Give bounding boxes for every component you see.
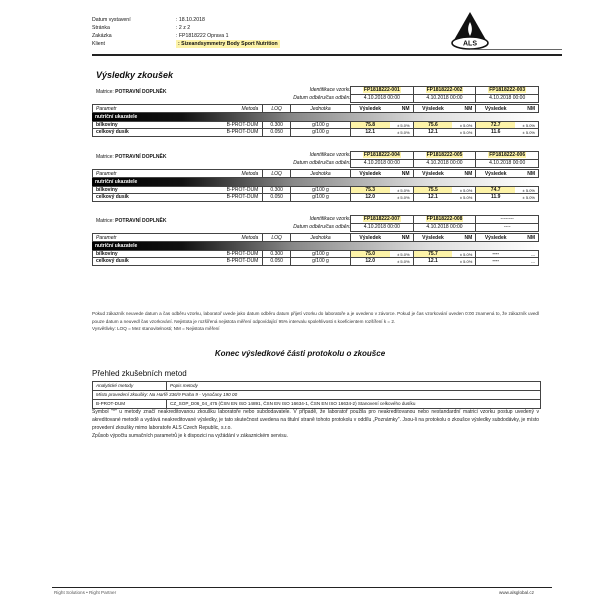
- uncertainty-value: ± 5.0%: [459, 259, 473, 264]
- sample-date-cell: 4.10.2018 00:00: [414, 159, 477, 168]
- results-note: [92, 310, 539, 333]
- als-flame-triangle-icon: [440, 10, 500, 52]
- results-table: [92, 86, 539, 146]
- sample-id-label: Identifikace vzorku: [309, 152, 351, 158]
- meta-row: Klient : Sizeandsymmetry Body Sport Nutrition: [92, 41, 278, 47]
- methods-table: [92, 381, 541, 409]
- sample-date-row: [350, 159, 539, 168]
- methods-place-row: Místo provedení zkoušky: Na Harfě 336/9 Praha 9 - Vysočany 190 00: [93, 390, 540, 399]
- sample-id-cell: --------: [476, 215, 539, 224]
- uncertainty-value: ---: [530, 259, 535, 264]
- matrix-label: Matrice: POTRAVNÍ DOPLNĚK: [96, 89, 167, 95]
- result-value: 12.1: [350, 129, 390, 136]
- uncertainty-value: ± 5.0%: [522, 130, 535, 135]
- methods-header-row: Analytické metody Popis metody: [93, 382, 540, 390]
- table-header-row: Parametr Metoda LOQ Jednotka Výsledek NM Výsledek NM Výsledek NM: [92, 233, 539, 242]
- sample-id-cell: FP1818222-003: [476, 86, 539, 95]
- sample-date-cell: 4.10.2018 00:00: [414, 94, 477, 103]
- matrix-label: Matrice: POTRAVNÍ DOPLNĚK: [96, 218, 167, 224]
- sample-date-label: Datum odběru/čas odběru: [293, 160, 351, 166]
- uncertainty-value: ± 5.0%: [522, 123, 535, 128]
- table-row: celkový dusík B-PROT-DUM 0.050 g/100 g 12.1 ± 5.0% 12.1 ± 5.0% 11.6 ± 5.0%: [92, 129, 539, 137]
- result-value: 75.5: [413, 187, 453, 193]
- result-value: 12.0: [350, 194, 390, 201]
- category-band: nutriční ukazatele: [92, 242, 539, 250]
- uncertainty-value: ---: [530, 252, 535, 257]
- sample-id-cell: FP1818222-005: [414, 151, 477, 160]
- result-value: 75.3: [350, 187, 390, 193]
- sample-id-cell: FP1818222-002: [414, 86, 477, 95]
- sample-date-row: [350, 94, 539, 103]
- sample-id-cell: FP1818222-001: [350, 86, 414, 95]
- methods-notes: [92, 408, 539, 440]
- header-rule-thin: [470, 49, 562, 50]
- sample-date-cell: ----: [476, 223, 539, 232]
- result-value: 11.9: [475, 194, 515, 201]
- result-value: 12.1: [413, 258, 453, 265]
- table-row: bílkoviny B-PROT-DUM 0.300 g/100 g 75.8 ± 5.0% 75.6 ± 5.0% 72.7 ± 5.0%: [92, 121, 539, 129]
- footer-slogan: Right Solutions • Right Partner: [54, 590, 117, 595]
- note-paragraph: Pokud zákazník neuvede datum a čas odběru vzorku, laboratoř uvede jako datum odběru datum přijetí vzorku do laboratoře a je uvedeno v závorce. Pokud je čas vzorkování uveden 0:00 znamená to, že zákazník uvedl pouze datum a neuvedl čas vzorkování. Nejistota je rozšířená nejistota měření odpovídající 95% intervalu spolehlivosti s koeficientem rozšíření k = 2.: [92, 311, 539, 324]
- uncertainty-value: ± 5.0%: [522, 188, 535, 193]
- result-value: 75.8: [350, 122, 390, 128]
- uncertainty-value: ± 5.0%: [459, 188, 473, 193]
- result-value: 12.0: [350, 258, 390, 265]
- calc-note: Způsob výpočtu sumačních parametrů je k dispozici na vyžádání v zákaznickém servisu.: [92, 433, 288, 439]
- meta-row: Stránka : 2 z 2: [92, 25, 191, 31]
- uncertainty-value: ± 5.0%: [397, 130, 410, 135]
- sample-date-cell: 4.10.2018 00:00: [414, 223, 477, 232]
- uncertainty-value: ± 5.0%: [459, 195, 473, 200]
- result-value: 12.1: [413, 194, 453, 201]
- client-name: : Sizeandsymmetry Body Sport Nutrition: [178, 41, 278, 47]
- table-row: celkový dusík B-PROT-DUM 0.050 g/100 g 12.0 ± 5.0% 12.1 ± 5.0% 11.9 ± 5.0%: [92, 194, 539, 202]
- sample-id-cell: FP1818222-008: [414, 215, 477, 224]
- table-header-row: Parametr Metoda LOQ Jednotka Výsledek NM Výsledek NM Výsledek NM: [92, 169, 539, 178]
- footer-website-link[interactable]: www.alsglobal.cz: [499, 590, 534, 595]
- uncertainty-value: ± 5.0%: [397, 195, 410, 200]
- sample-date-cell: 4.10.2018 00:00: [350, 223, 414, 232]
- category-band: nutriční ukazatele: [92, 178, 539, 186]
- sample-date-cell: 4.10.2018 00:00: [476, 94, 539, 103]
- uncertainty-value: ± 5.0%: [397, 188, 410, 193]
- meta-row: Datum vystavení : 18.10.2018: [92, 17, 205, 23]
- sample-date-cell: 4.10.2018 00:00: [350, 94, 414, 103]
- uncertainty-value: ± 5.0%: [397, 252, 410, 257]
- uncertainty-value: ± 5.0%: [459, 130, 473, 135]
- matrix-label: Matrice: POTRAVNÍ DOPLNĚK: [96, 154, 167, 160]
- uncertainty-value: ± 5.0%: [459, 252, 473, 257]
- sample-date-label: Datum odběru/čas odběru: [293, 224, 351, 230]
- symbol-note: Symbol "*" u metody značí neakreditovanou zkoušku laboratoře nebo subdodavatele. V případě, že laboratoř použila pro neakreditovanou nebo nestandardní matrici vzorku postup uvedený v akreditované metodě a vydává neakreditované výsledky, je tato skutečnost uvedena na titulní straně tohoto protokolu v oddílu „Poznámky". Jsou-li na protokolu o zkoušce výsledky subdodávky, je místo provedení zkoušky mimo laboratoře ALS Czech Republic, s.r.o.: [92, 409, 539, 431]
- sample-date-cell: 4.10.2018 00:00: [476, 159, 539, 168]
- sample-id-label: Identifikace vzorku: [309, 87, 351, 93]
- uncertainty-value: ± 5.0%: [397, 123, 410, 128]
- methods-row: B-PROT-DUM CZ_SOP_D06_04_475 (ČSN EN ISO 14891, ČSN EN ISO 16634-1, ČSN EN ISO 16634-2) Stanovení celkového dusíku: [93, 399, 540, 408]
- category-band: nutriční ukazatele: [92, 113, 539, 121]
- result-value: 11.6: [475, 129, 515, 136]
- footer-rule: [52, 587, 552, 588]
- sample-id-cell: FP1818222-006: [476, 151, 539, 160]
- meta-row: Zakázka : FP1818222 Oprava 1: [92, 33, 229, 39]
- uncertainty-value: ± 5.0%: [459, 123, 473, 128]
- results-table: [92, 151, 539, 211]
- sample-id-cell: FP1818222-004: [350, 151, 414, 160]
- result-value: ----: [475, 258, 515, 265]
- table-row: bílkoviny B-PROT-DUM 0.300 g/100 g 75.3 ± 5.0% 75.5 ± 5.0% 74.7 ± 5.0%: [92, 186, 539, 194]
- result-value: ----: [475, 251, 515, 257]
- svg-text:ALS: ALS: [463, 40, 477, 48]
- sample-id-label: Identifikace vzorku: [309, 216, 351, 222]
- sample-date-cell: 4.10.2018 00:00: [350, 159, 414, 168]
- table-header-row: Parametr Metoda LOQ Jednotka Výsledek NM Výsledek NM Výsledek NM: [92, 104, 539, 113]
- results-title: Výsledky zkoušek: [96, 70, 174, 80]
- als-logo: [440, 10, 500, 50]
- legend-paragraph: Vysvětlivky: LOQ = Mez stanovitelnosti; NM = Nejistota měření: [92, 326, 220, 332]
- report-meta: [92, 16, 280, 48]
- uncertainty-value: ± 5.0%: [397, 259, 410, 264]
- sample-date-row: [350, 223, 539, 232]
- result-value: 75.6: [413, 122, 453, 128]
- result-value: 75.7: [413, 251, 453, 257]
- result-value: 74.7: [475, 187, 515, 193]
- header-rule: [92, 54, 562, 56]
- result-value: 72.7: [475, 122, 515, 128]
- result-value: 12.1: [413, 129, 453, 136]
- end-of-results-title: Konec výsledkové části protokolu o zkoušce: [214, 349, 386, 358]
- sample-id-cell: FP1818222-007: [350, 215, 414, 224]
- results-table: [92, 215, 539, 275]
- uncertainty-value: ± 5.0%: [522, 195, 535, 200]
- result-value: 75.0: [350, 251, 390, 257]
- table-row: bílkoviny B-PROT-DUM 0.300 g/100 g 75.0 ± 5.0% 75.7 ± 5.0% ---- ---: [92, 250, 539, 258]
- sample-date-label: Datum odběru/čas odběru: [293, 95, 351, 101]
- methods-title: Přehled zkušebních metod: [92, 369, 187, 378]
- table-row: celkový dusík B-PROT-DUM 0.050 g/100 g 12.0 ± 5.0% 12.1 ± 5.0% ---- ---: [92, 258, 539, 266]
